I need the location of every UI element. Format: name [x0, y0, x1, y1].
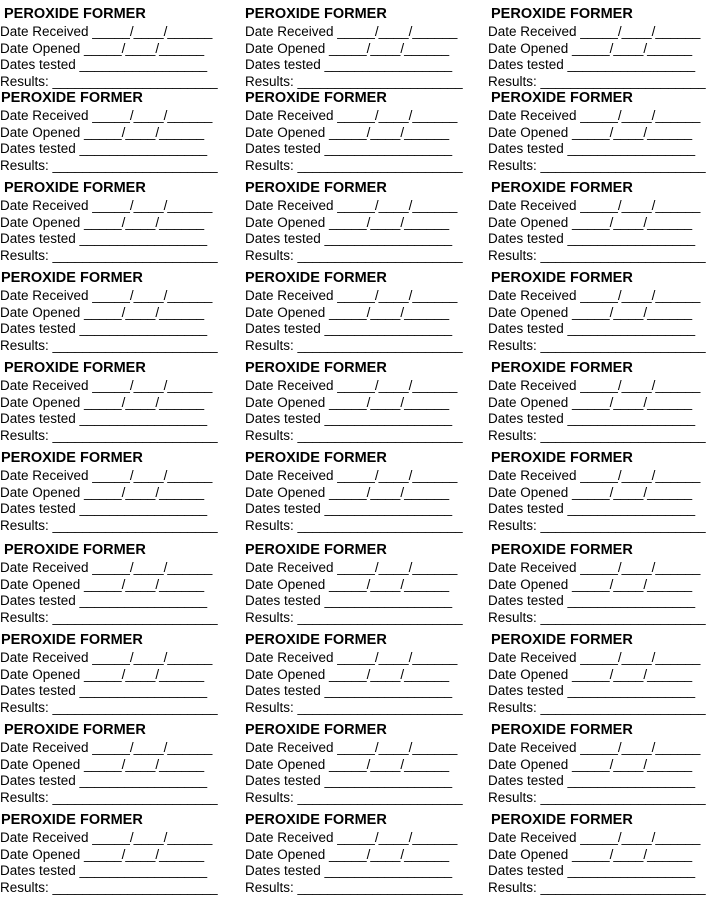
label-title: PEROXIDE FORMER [1, 270, 143, 286]
dates-tested-line: Dates tested _________________ [488, 863, 696, 879]
results-line: Results: ______________________ [245, 879, 463, 895]
results-line: Results: ______________________ [245, 517, 463, 533]
dates-tested-line: Dates tested _________________ [488, 141, 696, 157]
dates-tested-line: Dates tested _________________ [488, 57, 696, 73]
label-title: PEROXIDE FORMER [4, 6, 146, 22]
date-received-line: Date Received _____/____/______ [245, 468, 458, 483]
date-opened-line: Date Opened _____/____/______ [488, 40, 693, 56]
date-opened-line: Date Opened _____/____/______ [488, 484, 693, 500]
dates-tested-line: Dates tested _________________ [488, 231, 696, 247]
date-opened-line: Date Opened _____/____/______ [0, 756, 205, 772]
label-title: PEROXIDE FORMER [1, 90, 143, 106]
dates-tested-line: Dates tested _________________ [488, 501, 696, 517]
label-title: PEROXIDE FORMER [491, 270, 633, 286]
date-received-line: Date Received _____/____/______ [245, 108, 458, 123]
label-title: PEROXIDE FORMER [1, 632, 143, 648]
dates-tested-line: Dates tested _________________ [245, 57, 453, 73]
date-opened-line: Date Opened _____/____/______ [245, 666, 450, 682]
label-title: PEROXIDE FORMER [1, 812, 143, 828]
date-opened-line: Date Opened _____/____/______ [0, 124, 205, 140]
date-received-line: Date Received _____/____/______ [0, 560, 213, 575]
date-received-line: Date Received _____/____/______ [0, 740, 213, 755]
dates-tested-line: Dates tested _________________ [0, 683, 208, 699]
date-received-line: Date Received _____/____/______ [488, 108, 701, 123]
dates-tested-line: Dates tested _________________ [0, 141, 208, 157]
date-received-line: Date Received _____/____/______ [488, 740, 701, 755]
label-title: PEROXIDE FORMER [245, 270, 387, 286]
label-title: PEROXIDE FORMER [491, 90, 633, 106]
dates-tested-line: Dates tested _________________ [488, 683, 696, 699]
results-line: Results: ______________________ [245, 427, 463, 443]
results-line: Results: ______________________ [245, 699, 463, 715]
dates-tested-line: Dates tested _________________ [488, 411, 696, 427]
date-received-line: Date Received _____/____/______ [0, 378, 213, 393]
date-received-line: Date Received _____/____/______ [488, 830, 701, 845]
results-line: Results: ______________________ [488, 609, 706, 625]
date-opened-line: Date Opened _____/____/______ [245, 756, 450, 772]
label-title: PEROXIDE FORMER [245, 450, 387, 466]
date-opened-line: Date Opened _____/____/______ [245, 394, 450, 410]
dates-tested-line: Dates tested _________________ [245, 501, 453, 517]
dates-tested-line: Dates tested _________________ [488, 593, 696, 609]
label-title: PEROXIDE FORMER [245, 6, 387, 22]
label-title: PEROXIDE FORMER [491, 632, 633, 648]
date-received-line: Date Received _____/____/______ [0, 288, 213, 303]
results-line: Results: ______________________ [488, 247, 706, 263]
results-line: Results: ______________________ [488, 157, 706, 173]
date-opened-line: Date Opened _____/____/______ [245, 40, 450, 56]
label-title: PEROXIDE FORMER [245, 542, 387, 558]
label-title: PEROXIDE FORMER [491, 722, 633, 738]
date-received-line: Date Received _____/____/______ [245, 288, 458, 303]
date-opened-line: Date Opened _____/____/______ [0, 394, 205, 410]
date-received-line: Date Received _____/____/______ [0, 650, 213, 665]
results-line: Results: ______________________ [0, 337, 218, 353]
dates-tested-line: Dates tested _________________ [488, 773, 696, 789]
date-opened-line: Date Opened _____/____/______ [488, 394, 693, 410]
label-title: PEROXIDE FORMER [245, 632, 387, 648]
date-received-line: Date Received _____/____/______ [245, 560, 458, 575]
label-title: PEROXIDE FORMER [245, 90, 387, 106]
dates-tested-line: Dates tested _________________ [0, 593, 208, 609]
date-received-line: Date Received _____/____/______ [245, 24, 458, 39]
results-line: Results: ______________________ [0, 247, 218, 263]
label-title: PEROXIDE FORMER [245, 722, 387, 738]
date-opened-line: Date Opened _____/____/______ [0, 40, 205, 56]
date-received-line: Date Received _____/____/______ [488, 288, 701, 303]
date-received-line: Date Received _____/____/______ [245, 198, 458, 213]
label-title: PEROXIDE FORMER [491, 360, 633, 376]
results-line: Results: ______________________ [245, 157, 463, 173]
label-title: PEROXIDE FORMER [491, 542, 633, 558]
results-line: Results: ______________________ [488, 789, 706, 805]
date-opened-line: Date Opened _____/____/______ [245, 484, 450, 500]
date-opened-line: Date Opened _____/____/______ [0, 214, 205, 230]
dates-tested-line: Dates tested _________________ [245, 231, 453, 247]
label-title: PEROXIDE FORMER [491, 6, 633, 22]
label-title: PEROXIDE FORMER [4, 542, 146, 558]
date-received-line: Date Received _____/____/______ [0, 24, 213, 39]
date-received-line: Date Received _____/____/______ [488, 378, 701, 393]
label-title: PEROXIDE FORMER [491, 812, 633, 828]
date-opened-line: Date Opened _____/____/______ [245, 214, 450, 230]
date-opened-line: Date Opened _____/____/______ [488, 666, 693, 682]
date-opened-line: Date Opened _____/____/______ [245, 304, 450, 320]
date-opened-line: Date Opened _____/____/______ [0, 304, 205, 320]
dates-tested-line: Dates tested _________________ [245, 411, 453, 427]
dates-tested-line: Dates tested _________________ [245, 141, 453, 157]
results-line: Results: ______________________ [245, 247, 463, 263]
results-line: Results: ______________________ [488, 517, 706, 533]
results-line: Results: ______________________ [0, 73, 218, 89]
results-line: Results: ______________________ [0, 699, 218, 715]
dates-tested-line: Dates tested _________________ [0, 501, 208, 517]
results-line: Results: ______________________ [0, 609, 218, 625]
label-title: PEROXIDE FORMER [245, 180, 387, 196]
label-title: PEROXIDE FORMER [1, 450, 143, 466]
results-line: Results: ______________________ [245, 337, 463, 353]
dates-tested-line: Dates tested _________________ [245, 773, 453, 789]
results-line: Results: ______________________ [488, 73, 706, 89]
results-line: Results: ______________________ [0, 517, 218, 533]
date-opened-line: Date Opened _____/____/______ [0, 484, 205, 500]
results-line: Results: ______________________ [488, 427, 706, 443]
dates-tested-line: Dates tested _________________ [245, 683, 453, 699]
date-received-line: Date Received _____/____/______ [0, 830, 213, 845]
date-received-line: Date Received _____/____/______ [245, 650, 458, 665]
date-received-line: Date Received _____/____/______ [488, 560, 701, 575]
label-title: PEROXIDE FORMER [4, 360, 146, 376]
date-opened-line: Date Opened _____/____/______ [0, 576, 205, 592]
dates-tested-line: Dates tested _________________ [0, 863, 208, 879]
results-line: Results: ______________________ [488, 337, 706, 353]
date-received-line: Date Received _____/____/______ [488, 468, 701, 483]
results-line: Results: ______________________ [0, 427, 218, 443]
dates-tested-line: Dates tested _________________ [245, 321, 453, 337]
date-opened-line: Date Opened _____/____/______ [488, 124, 693, 140]
dates-tested-line: Dates tested _________________ [0, 773, 208, 789]
results-line: Results: ______________________ [245, 73, 463, 89]
label-title: PEROXIDE FORMER [4, 180, 146, 196]
results-line: Results: ______________________ [0, 879, 218, 895]
date-received-line: Date Received _____/____/______ [0, 468, 213, 483]
dates-tested-line: Dates tested _________________ [0, 231, 208, 247]
date-opened-line: Date Opened _____/____/______ [0, 666, 205, 682]
label-title: PEROXIDE FORMER [491, 450, 633, 466]
results-line: Results: ______________________ [245, 609, 463, 625]
results-line: Results: ______________________ [0, 789, 218, 805]
date-opened-line: Date Opened _____/____/______ [0, 846, 205, 862]
label-title: PEROXIDE FORMER [245, 812, 387, 828]
date-opened-line: Date Opened _____/____/______ [245, 576, 450, 592]
dates-tested-line: Dates tested _________________ [245, 863, 453, 879]
date-opened-line: Date Opened _____/____/______ [488, 846, 693, 862]
dates-tested-line: Dates tested _________________ [0, 321, 208, 337]
dates-tested-line: Dates tested _________________ [488, 321, 696, 337]
dates-tested-line: Dates tested _________________ [0, 57, 208, 73]
date-opened-line: Date Opened _____/____/______ [488, 576, 693, 592]
date-received-line: Date Received _____/____/______ [245, 378, 458, 393]
date-opened-line: Date Opened _____/____/______ [488, 304, 693, 320]
label-title: PEROXIDE FORMER [4, 722, 146, 738]
dates-tested-line: Dates tested _________________ [0, 411, 208, 427]
date-received-line: Date Received _____/____/______ [0, 108, 213, 123]
date-opened-line: Date Opened _____/____/______ [488, 756, 693, 772]
date-received-line: Date Received _____/____/______ [245, 740, 458, 755]
date-opened-line: Date Opened _____/____/______ [245, 846, 450, 862]
results-line: Results: ______________________ [245, 789, 463, 805]
date-received-line: Date Received _____/____/______ [0, 198, 213, 213]
date-received-line: Date Received _____/____/______ [488, 198, 701, 213]
date-received-line: Date Received _____/____/______ [245, 830, 458, 845]
results-line: Results: ______________________ [488, 699, 706, 715]
results-line: Results: ______________________ [0, 157, 218, 173]
date-opened-line: Date Opened _____/____/______ [488, 214, 693, 230]
label-title: PEROXIDE FORMER [491, 180, 633, 196]
date-received-line: Date Received _____/____/______ [488, 24, 701, 39]
label-title: PEROXIDE FORMER [245, 360, 387, 376]
date-received-line: Date Received _____/____/______ [488, 650, 701, 665]
date-opened-line: Date Opened _____/____/______ [245, 124, 450, 140]
dates-tested-line: Dates tested _________________ [245, 593, 453, 609]
results-line: Results: ______________________ [488, 879, 706, 895]
